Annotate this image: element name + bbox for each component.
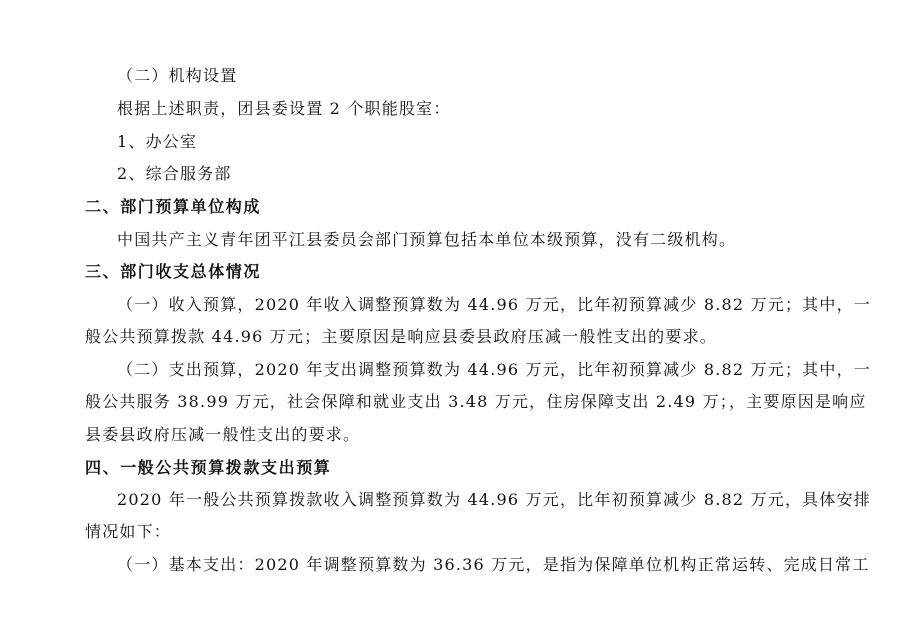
org-item-service-dept: 2、综合服务部 [117, 164, 232, 183]
org-setup-intro: 根据上述职责，团县委设置 2 个职能股室： [117, 99, 451, 118]
basic-expenditure-line: （一）基本支出：2020 年调整预算数为 36.36 万元，是指为保障单位机构正常运转、完成日常工 [117, 555, 870, 574]
income-paragraph-line-2: 般公共预算拨款 44.96 万元；主要原因是响应县委县政府压减一般性支出的要求。 [85, 327, 717, 346]
section-4-title: 四、一般公共预算拨款支出预算 [85, 458, 332, 477]
section-3-title: 三、部门收支总体情况 [85, 262, 262, 281]
section-4-body-line-2: 情况如下： [85, 522, 172, 541]
org-setup-heading: （二）机构设置 [117, 66, 238, 85]
section-4-body-line-1: 2020 年一般公共预算拨款收入调整预算数为 44.96 万元，比年初预算减少 8.82 万元，具体安排 [117, 490, 871, 509]
expense-paragraph-line-1: （二）支出预算，2020 年支出调整预算数为 44.96 万元，比年初预算减少 8.82 万元；其中，一 [117, 360, 871, 379]
expense-paragraph-line-2: 般公共服务 38.99 万元，社会保障和就业支出 3.48 万元，住房保障支出 2.49 万；，主要原因是响应 [85, 392, 867, 411]
expense-paragraph-line-3: 县委县政府压减一般性支出的要求。 [85, 425, 361, 444]
income-paragraph-line-1: （一）收入预算，2020 年收入调整预算数为 44.96 万元，比年初预算减少 8.82 万元；其中，一 [117, 295, 871, 314]
org-item-office: 1、办公室 [117, 132, 198, 151]
section-2-title: 二、部门预算单位构成 [85, 197, 262, 216]
section-2-body: 中国共产主义青年团平江县委员会部门预算包括本单位本级预算，没有二级机构。 [117, 230, 737, 249]
